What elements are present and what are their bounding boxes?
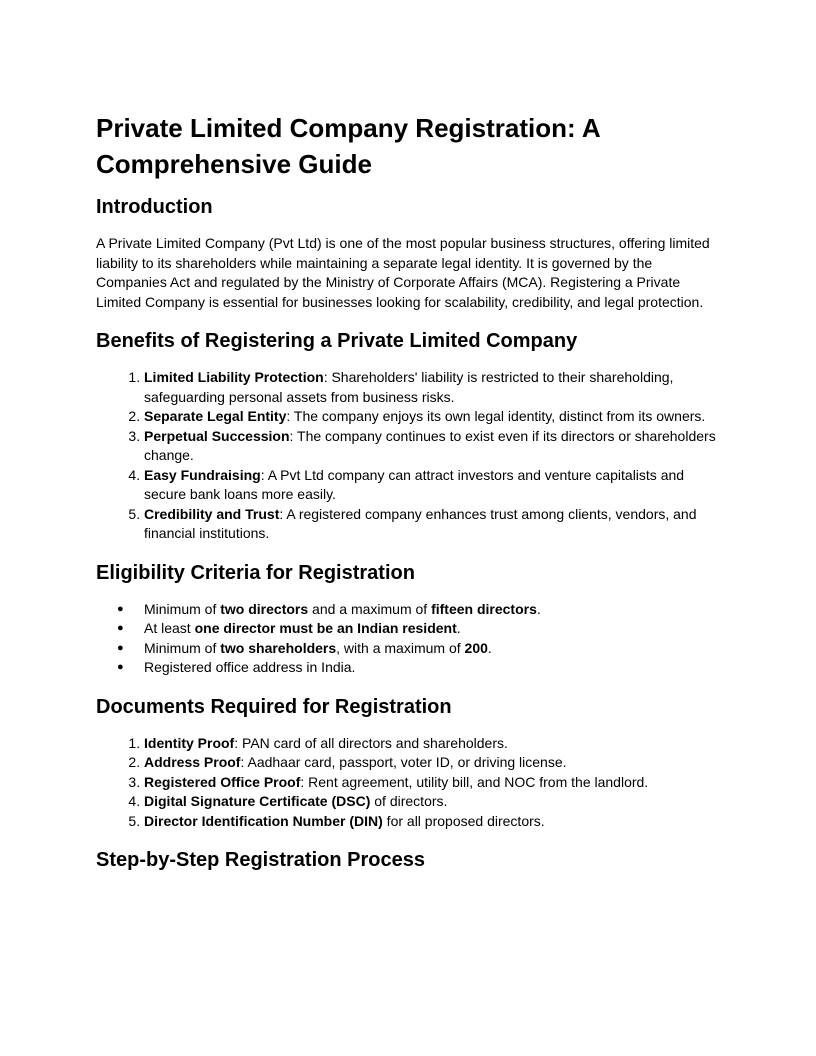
list-item-emphasis: 200 bbox=[464, 639, 488, 656]
list-item-text: Registered office address in India. bbox=[144, 659, 356, 675]
list-item bbox=[144, 812, 720, 832]
list-item-term: Digital Signature Certificate (DSC) bbox=[144, 793, 371, 809]
list-item bbox=[117, 639, 720, 659]
list-item-text: : PAN card of all directors and shareholders. bbox=[234, 734, 508, 751]
benefits-list bbox=[96, 368, 720, 544]
list-item bbox=[144, 734, 720, 754]
bullet-icon: ● bbox=[117, 641, 124, 654]
list-item-text: : The company enjoys its own legal identity, distinct from its owners. bbox=[286, 408, 706, 424]
intro-heading: Introduction bbox=[96, 196, 213, 218]
list-item-term: Credibility and Trust bbox=[144, 505, 280, 522]
documents-list bbox=[96, 734, 720, 832]
list-item bbox=[144, 792, 720, 812]
list-item-text: , with a maximum of bbox=[336, 639, 465, 656]
list-item-term: Registered Office Proof bbox=[144, 773, 301, 790]
list-item-term: Director Identification Number (DIN) bbox=[144, 812, 383, 829]
list-item bbox=[144, 753, 720, 773]
eligibility-heading: Eligibility Criteria for Registration bbox=[96, 561, 415, 584]
list-item-term: Easy Fundraising bbox=[144, 466, 261, 483]
list-item bbox=[144, 427, 720, 466]
bullet-icon: ● bbox=[117, 661, 124, 673]
list-item-text: : A registered company enhances trust among clients, vendors, and financial institutions. bbox=[144, 505, 697, 541]
list-item-text: : The company continues to exist even if its directors or shareholders change. bbox=[144, 427, 716, 463]
list-item-text: : Aadhaar card, passport, voter ID, or driving license. bbox=[240, 754, 567, 770]
list-item-text: : A Pvt Ltd company can attract investors and venture capitalists and secure bank loans more easily. bbox=[144, 466, 685, 502]
benefits-heading: Benefits of Registering a Private Limited Company bbox=[96, 330, 578, 352]
list-item bbox=[144, 466, 720, 505]
page-title: Private Limited Company Registration: A Comprehensive Guide bbox=[96, 113, 600, 179]
list-item bbox=[117, 658, 720, 678]
process-heading: Step-by-Step Registration Process bbox=[96, 849, 425, 871]
list-item-term: Identity Proof bbox=[144, 734, 235, 751]
list-item-text: Minimum of bbox=[144, 600, 221, 617]
list-item-term: Limited Liability Protection bbox=[144, 369, 324, 385]
list-item-text: . bbox=[456, 620, 461, 636]
list-item bbox=[117, 619, 720, 639]
list-item bbox=[144, 368, 720, 407]
list-item-emphasis: fifteen directors bbox=[431, 600, 537, 617]
list-item bbox=[144, 505, 720, 544]
list-item-text: and a maximum of bbox=[308, 600, 432, 617]
list-item-term: Perpetual Succession bbox=[144, 427, 290, 444]
list-item-text: of directors. bbox=[370, 793, 448, 809]
eligibility-list bbox=[96, 600, 720, 678]
list-item-text: Minimum of bbox=[144, 639, 221, 656]
list-item-emphasis: two shareholders bbox=[220, 639, 337, 656]
list-item-text: At least bbox=[144, 620, 195, 636]
list-item-emphasis: two directors bbox=[220, 600, 309, 617]
list-item-term: Separate Legal Entity bbox=[144, 408, 287, 424]
list-item-text: . bbox=[536, 600, 541, 617]
intro-paragraph: A Private Limited Company (Pvt Ltd) is one of the most popular business structures, offering limited liability to its shareholders while maintaining a separate legal identity. It is governed by the Companies Act and regulated by the Ministry of Corporate Affairs (MCA). Registering a Private Limited Company is essential for businesses looking for scalability, credibility, and legal protection. bbox=[96, 235, 710, 310]
list-item bbox=[117, 600, 720, 620]
bullet-icon: ● bbox=[117, 622, 124, 634]
list-item bbox=[144, 773, 720, 793]
list-item-emphasis: one director must be an Indian resident bbox=[194, 620, 457, 636]
list-item-text: for all proposed directors. bbox=[382, 812, 545, 829]
list-item-text: : Rent agreement, utility bill, and NOC from the landlord. bbox=[300, 773, 649, 790]
list-item-text: : Shareholders' liability is restricted to their shareholding, safeguarding personal assets from business risks. bbox=[144, 369, 674, 405]
list-item-text: . bbox=[487, 639, 492, 656]
list-item bbox=[144, 407, 720, 427]
documents-heading: Documents Required for Registration bbox=[96, 695, 452, 718]
document-page bbox=[96, 110, 720, 887]
bullet-icon: ● bbox=[117, 602, 124, 615]
list-item-term: Address Proof bbox=[144, 754, 241, 770]
